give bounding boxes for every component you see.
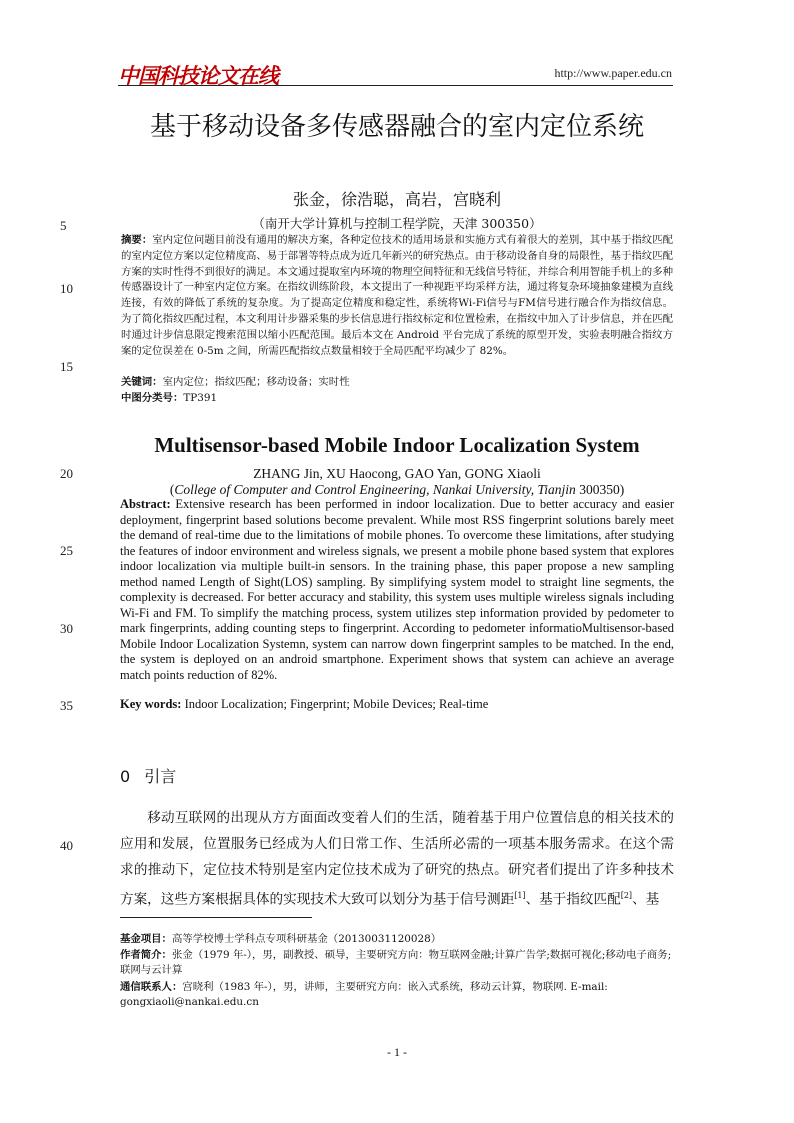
line-number: 15: [60, 359, 73, 374]
line-number: 5: [60, 218, 67, 233]
body-text-end: 、基: [632, 891, 660, 908]
footnote-author: [120, 948, 674, 978]
abstract-en: [120, 497, 674, 683]
footnote-author-text: 张金（1979 年-），男，副教授、硕导，主要研究方向：物互联网金融;计算广告学;数据可视化;移动电子商务;联网与云计算: [120, 949, 672, 976]
abstract-zh-text: 室内定位问题目前没有通用的解决方案，各种定位技术的适用场景和实施方式有着很大的差别，其中基于指纹匹配的室内定位方案以定位精度高、易于部署等特点成为近几年新兴的研究热点。由于移动设备自身的局限性，基于指纹匹配方案的实时性得不到很好的满足。本文通过提取室内环境的物理空间特征和无线信号特征，并综合利用智能手机上的多种传感器设计了一种室内定位方案。在指纹训练阶段，本文提出了一种视距平均采样方法，通过将复杂环境抽象建模为直线连接，有效的降低了系统的复杂度。为了提高定位精度和稳定性，系统将Wi-Fi信号与FM信号进行融合作为指纹信息。为了简化指纹匹配过程，本文利用计步器采集的步长信息进行指纹标定和位置检索，在指纹中加入了计步信息，并在匹配时通过计步信息限定搜索范围以缩小匹配范围。最后本文在 Android 平台完成了系统的原型开发，实验表明融合指纹方案的定位误差在 0-5m 之间，所需匹配指纹点数量相较于全局匹配平均减少了 82%。: [121, 234, 673, 357]
abstract-zh-label: 摘要：: [121, 234, 153, 246]
affiliation-en-italic: College of Computer and Control Engineering, Nankai University, Tianjin: [174, 482, 576, 497]
line-number: 10: [60, 281, 73, 296]
journal-logo: 中国科技论文在线: [118, 64, 278, 88]
classification-zh: [121, 391, 673, 407]
body-text-mid: 、基于指纹匹配: [525, 891, 621, 908]
affiliation-en-open: (: [169, 482, 175, 497]
abstract-en-label: Abstract:: [120, 497, 171, 511]
line-number: 20: [60, 466, 73, 481]
header-rule: [118, 85, 673, 86]
paper-title-zh: 基于移动设备多传感器融合的室内定位系统: [149, 112, 644, 142]
keywords-zh-label: 关键词：: [121, 376, 163, 388]
footnote-contact-text: 宫晓利（1983 年-），男，讲师，主要研究方向：嵌入式系统，移动云计算，物联网. E-mail: gongxiaoli@nankai.edu.cn: [120, 981, 608, 1008]
abstract-en-text: Extensive research has been performed in indoor localization. Due to better accuracy and easier deployment, fingerprint based solutions become prevalent. While most RSS fingerprint solutions barely meet the demand of real-time due to the limitations of mobile phones. To overcome these limitations, after studying the features of indoor environment and wireless signals, we present a mobile phone based system that explores indoor localization via multiple built-in sensors. In the training phase, this paper propose a new sampling method named Length of Sight(LOS) sampling. By simplifying system model to straight line segments, the complexity is decreased. For better accuracy and stability, this system uses multiple wireless signals including Wi-Fi and FM. To simplify the matching process, system utilizes step information provided by pedometer to mark fingerprints, adding counting steps to fingerprint. According to pedometer informatioMultisensor-based Mobile Indoor Localization Systemn, system can narrow down fingerprint samples to be matched. In the end, the system is deployed on an android smartphone. Experiment shows that system can achieve an average match points reduction of 82%.: [120, 497, 674, 682]
header-url[interactable]: http://www.paper.edu.cn: [554, 66, 672, 80]
citation-ref[interactable]: [2]: [620, 891, 633, 900]
footnote-fund: [120, 932, 674, 947]
authors-en: ZHANG Jin, XU Haocong, GAO Yan, GONG Xiaoli: [253, 466, 541, 481]
abstract-zh: [121, 233, 673, 359]
line-number: 25: [60, 543, 73, 558]
affiliation-en: [118, 482, 676, 498]
footnote-fund-label: 基金项目：: [120, 933, 172, 945]
keywords-en-label: Key words:: [120, 697, 182, 711]
citation-ref[interactable]: [1]: [514, 891, 526, 900]
footnote-rule: [120, 917, 312, 918]
keywords-zh-text: 室内定位；指纹匹配；移动设备；实时性: [162, 376, 350, 388]
keywords-en-text: Indoor Localization; Fingerprint; Mobile Devices; Real-time: [181, 697, 489, 711]
authors-zh: 张金，徐浩聪，高岩，宫晓利: [292, 190, 501, 209]
keywords-zh: [121, 375, 673, 391]
footnote-author-label: 作者简介：: [120, 949, 172, 961]
keywords-en: [120, 697, 674, 712]
affiliation-en-tail: 300350): [575, 482, 625, 497]
classification-zh-label: 中图分类号：: [121, 392, 184, 404]
line-number: 40: [60, 838, 73, 853]
classification-zh-text: TP391: [183, 392, 218, 404]
footnote-contact-label: 通信联系人：: [120, 981, 183, 993]
section-title: 引言: [144, 767, 177, 786]
footnote-contact: [120, 980, 674, 1010]
body-paragraph: [120, 805, 674, 913]
page-number: - 1 -: [387, 1045, 407, 1059]
section-number: 0: [120, 767, 131, 786]
line-number: 35: [60, 698, 73, 713]
footnote-fund-text: 高等学校博士学科点专项科研基金（20130031120028）: [171, 933, 442, 945]
section-heading: [120, 764, 176, 787]
line-number: 30: [60, 621, 73, 636]
affiliation-zh: （南开大学计算机与控制工程学院，天津 300350）: [252, 216, 542, 231]
paper-title-en: Multisensor-based Mobile Indoor Localization System: [154, 433, 640, 457]
body-text: 移动互联网的出现从方方面面改变着人们的生活，随着基于用户位置信息的相关技术的应用和发展，位置服务已经成为人们日常工作、生活所必需的一项基本服务需求。在这个需求的推动下，定位技术特别是室内定位技术成为了研究的热点。研究者们提出了许多种技术方案，这些方案根据具体的实现技术大致可以划分为基于信号测距: [120, 810, 674, 908]
